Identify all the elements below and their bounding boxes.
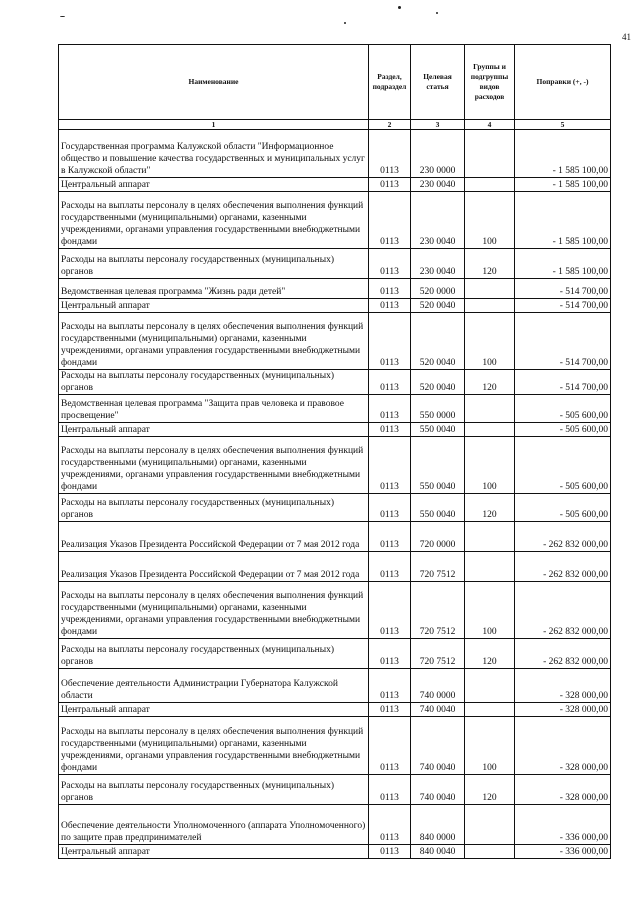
table-row: [59, 845, 611, 859]
row-section-cell: 0113: [369, 669, 411, 703]
column-number: 4: [465, 120, 515, 130]
row-amount-cell: - 514 700,00: [515, 279, 611, 299]
table-row: [59, 552, 611, 582]
row-name-cell: Расходы на выплаты персоналу государственных (муниципальных) органов: [59, 370, 369, 395]
row-group-cell: 100: [465, 582, 515, 639]
row-section-cell: 0113: [369, 370, 411, 395]
row-section-cell: 0113: [369, 717, 411, 775]
row-amount-cell: - 1 585 100,00: [515, 249, 611, 279]
table-row: [59, 299, 611, 313]
column-number: 5: [515, 120, 611, 130]
row-target-cell: 720 7512: [411, 582, 465, 639]
row-section-cell: 0113: [369, 582, 411, 639]
row-section-cell: 0113: [369, 552, 411, 582]
row-group-cell: [465, 395, 515, 423]
row-amount-cell: - 1 585 100,00: [515, 178, 611, 192]
row-section-cell: 0113: [369, 395, 411, 423]
row-group-cell: [465, 805, 515, 845]
row-group-cell: 100: [465, 437, 515, 494]
row-name-cell: Расходы на выплаты персоналу в целях обеспечения выполнения функций государственными (муниципальными) органами, казенными учреждениями, органами управления государственными внебюджетными фондами: [59, 717, 369, 775]
row-name-cell: Центральный аппарат: [59, 299, 369, 313]
row-name-cell: Государственная программа Калужской области "Информационное общество и повышение качества государственных и муниципальных услуг в Калужской области": [59, 130, 369, 178]
table-row: [59, 192, 611, 249]
header-name: Наименование: [59, 45, 369, 120]
row-target-cell: 550 0040: [411, 494, 465, 522]
row-target-cell: 720 7512: [411, 552, 465, 582]
budget-amendments-table: [58, 44, 611, 859]
row-target-cell: 740 0040: [411, 775, 465, 805]
row-group-cell: [465, 669, 515, 703]
row-name-cell: Расходы на выплаты персоналу государственных (муниципальных) органов: [59, 775, 369, 805]
row-name-cell: Реализация Указов Президента Российской Федерации от 7 мая 2012 года: [59, 552, 369, 582]
table-row: [59, 313, 611, 370]
row-name-cell: Центральный аппарат: [59, 845, 369, 859]
row-section-cell: 0113: [369, 437, 411, 494]
header-amount: Поправки (+, -): [515, 45, 611, 120]
row-target-cell: 550 0000: [411, 395, 465, 423]
row-group-cell: [465, 522, 515, 552]
row-section-cell: 0113: [369, 130, 411, 178]
row-group-cell: 120: [465, 775, 515, 805]
row-amount-cell: - 1 585 100,00: [515, 192, 611, 249]
row-group-cell: [465, 279, 515, 299]
column-number: 3: [411, 120, 465, 130]
table-row: [59, 775, 611, 805]
row-name-cell: Расходы на выплаты персоналу в целях обеспечения выполнения функций государственными (муниципальными) органами, казенными учреждениями, органами управления государственными внебюджетными фондами: [59, 313, 369, 370]
row-target-cell: 520 0040: [411, 313, 465, 370]
row-target-cell: 550 0040: [411, 437, 465, 494]
row-section-cell: 0113: [369, 192, 411, 249]
row-amount-cell: - 1 585 100,00: [515, 130, 611, 178]
row-name-cell: Центральный аппарат: [59, 423, 369, 437]
row-name-cell: Обеспечение деятельности Администрации Губернатора Калужской области: [59, 669, 369, 703]
table-row: [59, 582, 611, 639]
row-group-cell: [465, 703, 515, 717]
row-section-cell: 0113: [369, 423, 411, 437]
row-amount-cell: - 505 600,00: [515, 423, 611, 437]
row-target-cell: 520 0040: [411, 299, 465, 313]
row-amount-cell: - 328 000,00: [515, 717, 611, 775]
row-target-cell: 230 0040: [411, 178, 465, 192]
header-group: Группы и подгруппы видов расходов: [465, 45, 515, 120]
header-target: Целевая статья: [411, 45, 465, 120]
page-number: 41: [622, 32, 631, 42]
row-amount-cell: - 514 700,00: [515, 299, 611, 313]
column-number: 1: [59, 120, 369, 130]
row-name-cell: Расходы на выплаты персоналу в целях обеспечения выполнения функций государственными (муниципальными) органами, казенными учреждениями, органами управления государственными внебюджетными фондами: [59, 437, 369, 494]
row-target-cell: 550 0040: [411, 423, 465, 437]
table-row: [59, 639, 611, 669]
row-amount-cell: - 262 832 000,00: [515, 552, 611, 582]
row-section-cell: 0113: [369, 845, 411, 859]
row-section-cell: 0113: [369, 703, 411, 717]
row-name-cell: Расходы на выплаты персоналу государственных (муниципальных) органов: [59, 639, 369, 669]
row-target-cell: 230 0040: [411, 192, 465, 249]
row-amount-cell: - 336 000,00: [515, 845, 611, 859]
column-number-row: [59, 120, 611, 130]
row-name-cell: Расходы на выплаты персоналу в целях обеспечения выполнения функций государственными (муниципальными) органами, казенными учреждениями, органами управления государственными внебюджетными фондами: [59, 192, 369, 249]
row-group-cell: [465, 845, 515, 859]
row-group-cell: [465, 423, 515, 437]
row-amount-cell: - 328 000,00: [515, 703, 611, 717]
row-target-cell: 520 0000: [411, 279, 465, 299]
table-row: [59, 178, 611, 192]
row-amount-cell: - 262 832 000,00: [515, 582, 611, 639]
header-section: Раздел, подраздел: [369, 45, 411, 120]
table-row: [59, 703, 611, 717]
row-target-cell: 520 0040: [411, 370, 465, 395]
row-name-cell: Центральный аппарат: [59, 703, 369, 717]
row-amount-cell: - 514 700,00: [515, 313, 611, 370]
row-amount-cell: - 505 600,00: [515, 437, 611, 494]
row-group-cell: 120: [465, 639, 515, 669]
table-row: [59, 717, 611, 775]
row-name-cell: Центральный аппарат: [59, 178, 369, 192]
row-target-cell: 230 0000: [411, 130, 465, 178]
row-amount-cell: - 514 700,00: [515, 370, 611, 395]
row-name-cell: Расходы на выплаты персоналу государственных (муниципальных) органов: [59, 249, 369, 279]
row-group-cell: 100: [465, 717, 515, 775]
row-section-cell: 0113: [369, 313, 411, 370]
table-row: [59, 249, 611, 279]
row-target-cell: 840 0040: [411, 845, 465, 859]
table-row: [59, 395, 611, 423]
row-target-cell: 740 0000: [411, 669, 465, 703]
table-row: [59, 494, 611, 522]
table-header-row: [59, 45, 611, 120]
row-amount-cell: - 262 832 000,00: [515, 639, 611, 669]
row-target-cell: 230 0040: [411, 249, 465, 279]
table-row: [59, 805, 611, 845]
row-amount-cell: - 262 832 000,00: [515, 522, 611, 552]
table-row: [59, 669, 611, 703]
row-group-cell: [465, 552, 515, 582]
row-group-cell: [465, 178, 515, 192]
row-section-cell: 0113: [369, 775, 411, 805]
row-group-cell: 100: [465, 313, 515, 370]
table-row: [59, 370, 611, 395]
row-group-cell: 120: [465, 370, 515, 395]
row-section-cell: 0113: [369, 249, 411, 279]
table-row: [59, 423, 611, 437]
table-row: [59, 437, 611, 494]
column-number: 2: [369, 120, 411, 130]
row-group-cell: [465, 130, 515, 178]
row-section-cell: 0113: [369, 639, 411, 669]
row-name-cell: Ведомственная целевая программа "Жизнь ради детей": [59, 279, 369, 299]
row-name-cell: Реализация Указов Президента Российской Федерации от 7 мая 2012 года: [59, 522, 369, 552]
table-row: [59, 130, 611, 178]
row-amount-cell: - 505 600,00: [515, 494, 611, 522]
row-target-cell: 740 0040: [411, 717, 465, 775]
row-section-cell: 0113: [369, 805, 411, 845]
row-section-cell: 0113: [369, 522, 411, 552]
row-section-cell: 0113: [369, 279, 411, 299]
row-section-cell: 0113: [369, 494, 411, 522]
row-group-cell: 120: [465, 249, 515, 279]
table-row: [59, 522, 611, 552]
row-amount-cell: - 328 000,00: [515, 775, 611, 805]
table-row: [59, 279, 611, 299]
row-group-cell: 100: [465, 192, 515, 249]
row-group-cell: 120: [465, 494, 515, 522]
row-name-cell: Расходы на выплаты персоналу государственных (муниципальных) органов: [59, 494, 369, 522]
row-section-cell: 0113: [369, 178, 411, 192]
row-name-cell: Ведомственная целевая программа "Защита прав человека и правовое просвещение": [59, 395, 369, 423]
row-name-cell: Расходы на выплаты персоналу в целях обеспечения выполнения функций государственными (муниципальными) органами, казенными учреждениями, органами управления государственными внебюджетными фондами: [59, 582, 369, 639]
row-name-cell: Обеспечение деятельности Уполномоченного (аппарата Уполномоченного) по защите прав предпринимателей: [59, 805, 369, 845]
row-target-cell: 740 0040: [411, 703, 465, 717]
row-target-cell: 720 7512: [411, 639, 465, 669]
row-target-cell: 720 0000: [411, 522, 465, 552]
row-amount-cell: - 328 000,00: [515, 669, 611, 703]
row-amount-cell: - 505 600,00: [515, 395, 611, 423]
row-group-cell: [465, 299, 515, 313]
row-section-cell: 0113: [369, 299, 411, 313]
row-amount-cell: - 336 000,00: [515, 805, 611, 845]
row-target-cell: 840 0000: [411, 805, 465, 845]
